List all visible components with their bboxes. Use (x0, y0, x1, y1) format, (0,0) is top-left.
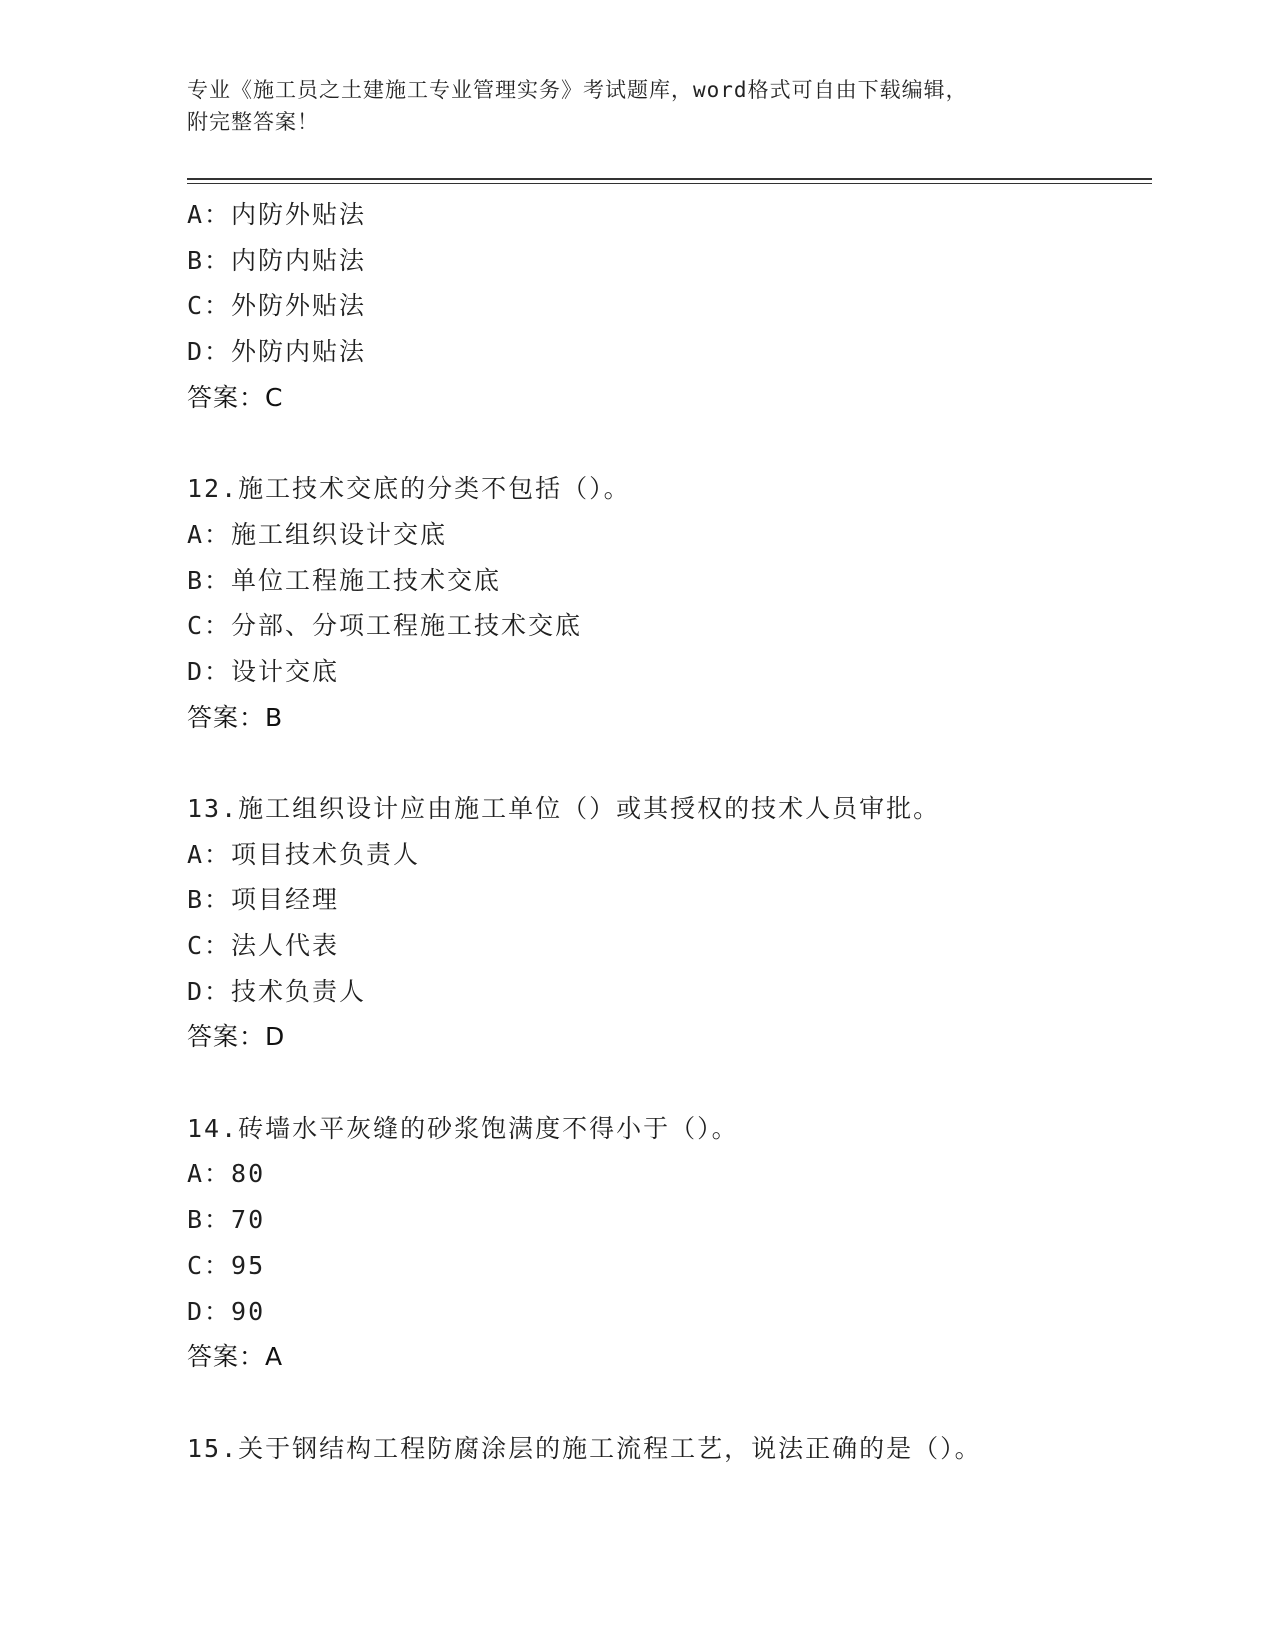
answer-line: 答案：A (187, 1342, 284, 1372)
option-a: A：项目技术负责人 (187, 839, 421, 869)
header-divider-thick (187, 178, 1152, 180)
option-c: C：95 (187, 1250, 266, 1280)
option-c: C：分部、分项工程施工技术交底 (187, 611, 583, 641)
answer-line: 答案：B (187, 702, 284, 732)
question-stem: 13.施工组织设计应由施工单位（）或其授权的技术人员审批。 (187, 793, 941, 823)
question-list (187, 192, 1152, 1471)
option-d: D：外防内贴法 (187, 337, 367, 367)
option-b: B：内防内贴法 (187, 245, 367, 275)
option-b: B：单位工程施工技术交底 (187, 565, 502, 595)
question-block-11 (187, 192, 1152, 420)
question-block-13 (187, 786, 1152, 1060)
option-d: D：设计交底 (187, 656, 340, 686)
answer-line: 答案：D (187, 1022, 286, 1052)
option-b: B：项目经理 (187, 885, 340, 915)
header-line-2: 附完整答案！ (187, 110, 319, 134)
question-block-15 (187, 1426, 1152, 1472)
option-d: D：技术负责人 (187, 976, 367, 1006)
question-block-14 (187, 1106, 1152, 1380)
question-stem: 12.施工技术交底的分类不包括（）。 (187, 474, 631, 504)
document-header (187, 74, 1047, 138)
question-block-12 (187, 466, 1152, 740)
option-d: D：90 (187, 1296, 266, 1326)
question-stem: 15.关于钢结构工程防腐涂层的施工流程工艺，说法正确的是（）。 (187, 1433, 982, 1463)
option-c: C：外防外贴法 (187, 291, 367, 321)
option-a: A：内防外贴法 (187, 200, 367, 229)
header-divider-thin (187, 183, 1152, 184)
question-stem: 14.砖墙水平灰缝的砂浆饱满度不得小于（）。 (187, 1113, 739, 1143)
answer-line: 答案：C (187, 382, 284, 412)
option-a: A：80 (187, 1159, 266, 1189)
option-a: A：施工组织设计交底 (187, 519, 448, 549)
option-c: C：法人代表 (187, 931, 340, 960)
option-b: B：70 (187, 1205, 266, 1235)
header-line-1: 专业《施工员之土建施工专业管理实务》考试题库，word格式可自由下载编辑， (187, 78, 968, 102)
